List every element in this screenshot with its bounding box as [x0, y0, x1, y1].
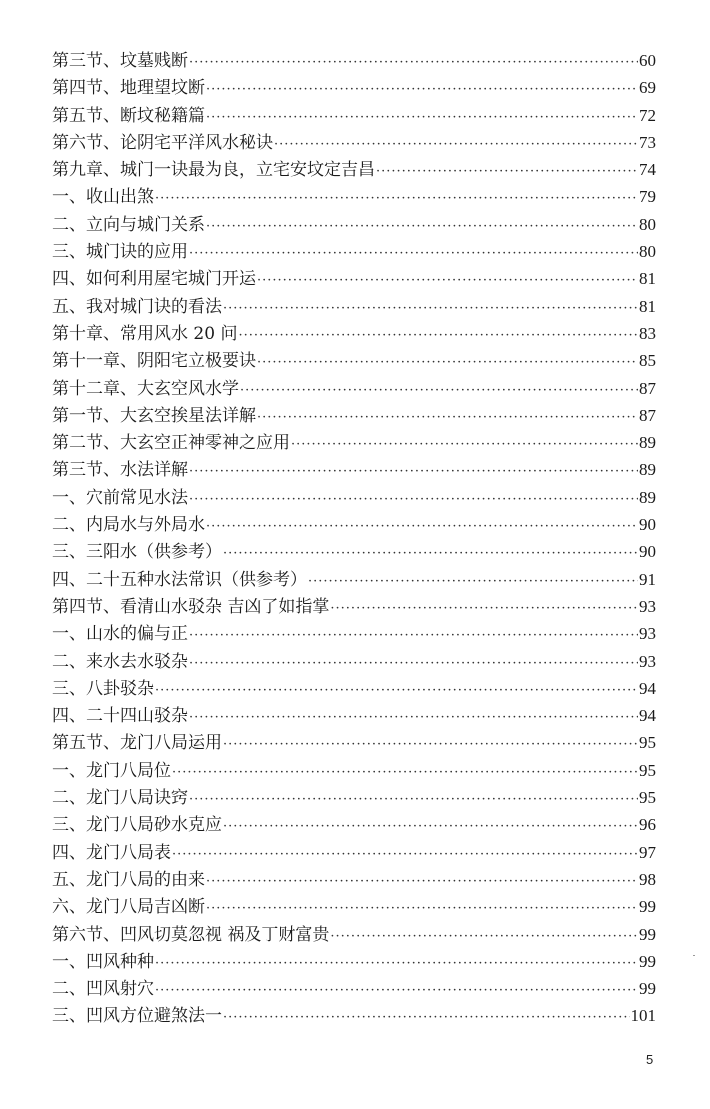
- toc-entry[interactable]: [52, 1002, 656, 1029]
- toc-entry[interactable]: [52, 238, 656, 265]
- toc-entry[interactable]: [52, 102, 656, 129]
- toc-entry-page: 93: [639, 596, 656, 616]
- toc-leader-dots: [257, 348, 638, 376]
- toc-leader-dots: [274, 130, 638, 158]
- toc-entry-title: 第六节、凹风切莫忽视 祸及丁财富贵: [52, 924, 330, 945]
- toc-entry[interactable]: [52, 402, 656, 429]
- toc-entry-page: 90: [639, 542, 656, 562]
- toc-leader-dots: [376, 157, 638, 185]
- toc-leader-dots: [330, 922, 638, 950]
- toc-entry-page: 73: [639, 132, 656, 152]
- toc-entry[interactable]: [52, 538, 656, 565]
- toc-leader-dots: [330, 594, 638, 622]
- toc-leader-dots: [189, 703, 638, 731]
- toc-leader-dots: [206, 75, 638, 103]
- toc-entry[interactable]: [52, 839, 656, 866]
- toc-entry[interactable]: [52, 156, 656, 183]
- table-of-contents: [52, 47, 656, 1030]
- toc-leader-dots: [223, 1003, 630, 1031]
- toc-entry-title: 第三节、坟墓贱断: [52, 51, 188, 71]
- toc-entry-title: 第五节、断坟秘籍篇: [52, 105, 205, 126]
- toc-entry-page: 60: [639, 51, 656, 70]
- toc-entry-title: 三、城门诀的应用: [52, 242, 188, 263]
- toc-entry[interactable]: [52, 47, 656, 74]
- toc-entry-page: 99: [639, 951, 656, 971]
- toc-entry[interactable]: [52, 566, 656, 593]
- toc-entry[interactable]: [52, 866, 656, 893]
- toc-entry-title: 一、收山出煞: [52, 187, 154, 208]
- toc-leader-dots: [155, 949, 638, 977]
- toc-entry[interactable]: [52, 893, 656, 920]
- toc-entry-title: 五、龙门八局的由来: [52, 869, 205, 890]
- toc-leader-dots: [223, 539, 638, 567]
- toc-entry-page: 89: [639, 433, 656, 453]
- toc-entry-page: 93: [639, 651, 656, 671]
- toc-leader-dots: [189, 649, 638, 677]
- toc-leader-dots: [189, 457, 638, 485]
- toc-entry-title: 二、龙门八局诀窍: [52, 788, 188, 809]
- toc-entry-page: 101: [630, 1006, 656, 1026]
- toc-entry[interactable]: [52, 320, 656, 347]
- toc-leader-dots: [206, 212, 638, 240]
- toc-entry-title: 第三节、水法详解: [52, 460, 188, 481]
- toc-entry[interactable]: [52, 811, 656, 838]
- toc-entry-page: 72: [639, 105, 656, 125]
- toc-leader-dots: [223, 294, 638, 322]
- toc-entry-title: 第九章、城门一诀最为良，立宅安坟定吉昌: [52, 160, 375, 181]
- toc-entry-title: 二、来水去水驳杂: [52, 651, 188, 672]
- page-number: 5: [646, 1052, 654, 1067]
- toc-entry-title: 四、如何利用屋宅城门开运: [52, 269, 256, 290]
- scan-speck: [693, 955, 695, 956]
- toc-leader-dots: [155, 184, 638, 212]
- toc-entry[interactable]: [52, 620, 656, 647]
- toc-entry-page: 80: [639, 242, 656, 262]
- toc-entry-title: 三、龙门八局砂水克应: [52, 815, 222, 836]
- toc-leader-dots: [223, 812, 638, 840]
- toc-entry[interactable]: [52, 784, 656, 811]
- toc-leader-dots: [172, 840, 638, 868]
- toc-entry[interactable]: [52, 429, 656, 456]
- toc-entry-title: 二、凹风射穴: [52, 979, 154, 1000]
- toc-entry-title: 一、龙门八局位: [52, 760, 171, 781]
- toc-entry-title: 六、龙门八局吉凶断: [52, 897, 205, 918]
- toc-entry-title: 第十章、常用风水 20 问: [52, 323, 238, 344]
- toc-entry[interactable]: [52, 375, 656, 402]
- toc-entry-page: 93: [639, 624, 656, 644]
- toc-entry[interactable]: [52, 74, 656, 101]
- toc-entry-page: 99: [639, 897, 656, 917]
- toc-entry-title: 三、三阳水（供参考）: [52, 542, 222, 563]
- toc-entry[interactable]: [52, 265, 656, 292]
- toc-entry-page: 95: [639, 788, 656, 808]
- toc-entry-page: 96: [639, 815, 656, 835]
- toc-leader-dots: [189, 239, 638, 267]
- toc-entry-title: 第十二章、大玄空风水学: [52, 378, 239, 399]
- toc-entry[interactable]: [52, 975, 656, 1002]
- toc-leader-dots: [189, 48, 638, 76]
- toc-leader-dots: [240, 376, 638, 404]
- toc-entry-page: 95: [639, 733, 656, 753]
- toc-entry-title: 四、二十五种水法常识（供参考）: [52, 569, 307, 590]
- toc-entry[interactable]: [52, 129, 656, 156]
- toc-entry-page: 83: [639, 323, 656, 343]
- toc-entry-title: 二、立向与城门关系: [52, 214, 205, 235]
- toc-entry-page: 91: [639, 569, 656, 589]
- toc-entry[interactable]: [52, 211, 656, 238]
- toc-entry[interactable]: [52, 347, 656, 374]
- toc-entry[interactable]: [52, 293, 656, 320]
- toc-entry[interactable]: [52, 456, 656, 483]
- toc-entry-page: 87: [639, 378, 656, 398]
- toc-entry-page: 79: [639, 187, 656, 207]
- toc-leader-dots: [189, 785, 638, 813]
- toc-entry[interactable]: [52, 729, 656, 756]
- toc-leader-dots: [189, 621, 638, 649]
- toc-entry-title: 一、穴前常见水法: [52, 487, 188, 508]
- toc-entry-page: 85: [639, 351, 656, 371]
- toc-entry-page: 89: [639, 460, 656, 480]
- toc-entry-page: 94: [639, 706, 656, 726]
- toc-entry-page: 99: [639, 979, 656, 999]
- toc-entry-title: 第六节、论阴宅平洋风水秘诀: [52, 132, 273, 153]
- toc-entry-page: 90: [639, 515, 656, 535]
- toc-entry-page: 99: [639, 924, 656, 944]
- toc-entry-page: 74: [639, 160, 656, 180]
- toc-leader-dots: [308, 567, 638, 595]
- toc-entry[interactable]: [52, 921, 656, 948]
- toc-entry-title: 第四节、地理望坟断: [52, 78, 205, 99]
- toc-entry-page: 87: [639, 405, 656, 425]
- toc-leader-dots: [257, 403, 638, 431]
- toc-leader-dots: [172, 758, 638, 786]
- toc-entry[interactable]: [52, 183, 656, 210]
- toc-entry-title: 第十一章、阴阳宅立极要诀: [52, 351, 256, 372]
- toc-entry[interactable]: [52, 593, 656, 620]
- toc-entry[interactable]: [52, 675, 656, 702]
- toc-leader-dots: [155, 976, 638, 1004]
- toc-entry-page: 94: [639, 678, 656, 698]
- toc-leader-dots: [206, 103, 638, 131]
- toc-entry-title: 一、凹风种种: [52, 951, 154, 972]
- toc-entry[interactable]: [52, 948, 656, 975]
- toc-entry[interactable]: [52, 648, 656, 675]
- toc-entry[interactable]: [52, 702, 656, 729]
- toc-entry-page: 80: [639, 214, 656, 234]
- toc-leader-dots: [257, 266, 638, 294]
- toc-leader-dots: [189, 485, 638, 513]
- toc-entry-page: 81: [639, 269, 656, 289]
- toc-entry-title: 四、龙门八局表: [52, 842, 171, 863]
- toc-entry-title: 第四节、看清山水驳杂 吉凶了如指掌: [52, 596, 330, 617]
- toc-entry[interactable]: [52, 511, 656, 538]
- toc-entry-title: 四、二十四山驳杂: [52, 706, 188, 727]
- toc-leader-dots: [291, 430, 638, 458]
- toc-entry-page: 95: [639, 760, 656, 780]
- toc-leader-dots: [206, 894, 638, 922]
- toc-entry-title: 第一节、大玄空挨星法详解: [52, 405, 256, 426]
- toc-entry-title: 第二节、大玄空正神零神之应用: [52, 433, 290, 454]
- toc-entry[interactable]: [52, 484, 656, 511]
- toc-entry-page: 97: [639, 842, 656, 862]
- toc-entry-page: 89: [639, 487, 656, 507]
- toc-entry-page: 69: [639, 78, 656, 98]
- toc-leader-dots: [155, 676, 638, 704]
- toc-entry-page: 81: [639, 296, 656, 316]
- toc-leader-dots: [206, 867, 638, 895]
- toc-entry-title: 三、八卦驳杂: [52, 678, 154, 699]
- toc-entry-title: 三、凹风方位避煞法一: [52, 1006, 222, 1027]
- toc-entry-title: 一、山水的偏与正: [52, 624, 188, 645]
- toc-leader-dots: [206, 512, 638, 540]
- toc-entry-page: 98: [639, 869, 656, 889]
- toc-entry-title: 第五节、龙门八局运用: [52, 733, 222, 754]
- toc-entry-title: 五、我对城门诀的看法: [52, 296, 222, 317]
- toc-leader-dots: [238, 321, 638, 349]
- toc-entry[interactable]: [52, 757, 656, 784]
- toc-leader-dots: [223, 730, 638, 758]
- toc-entry-title: 二、内局水与外局水: [52, 515, 205, 536]
